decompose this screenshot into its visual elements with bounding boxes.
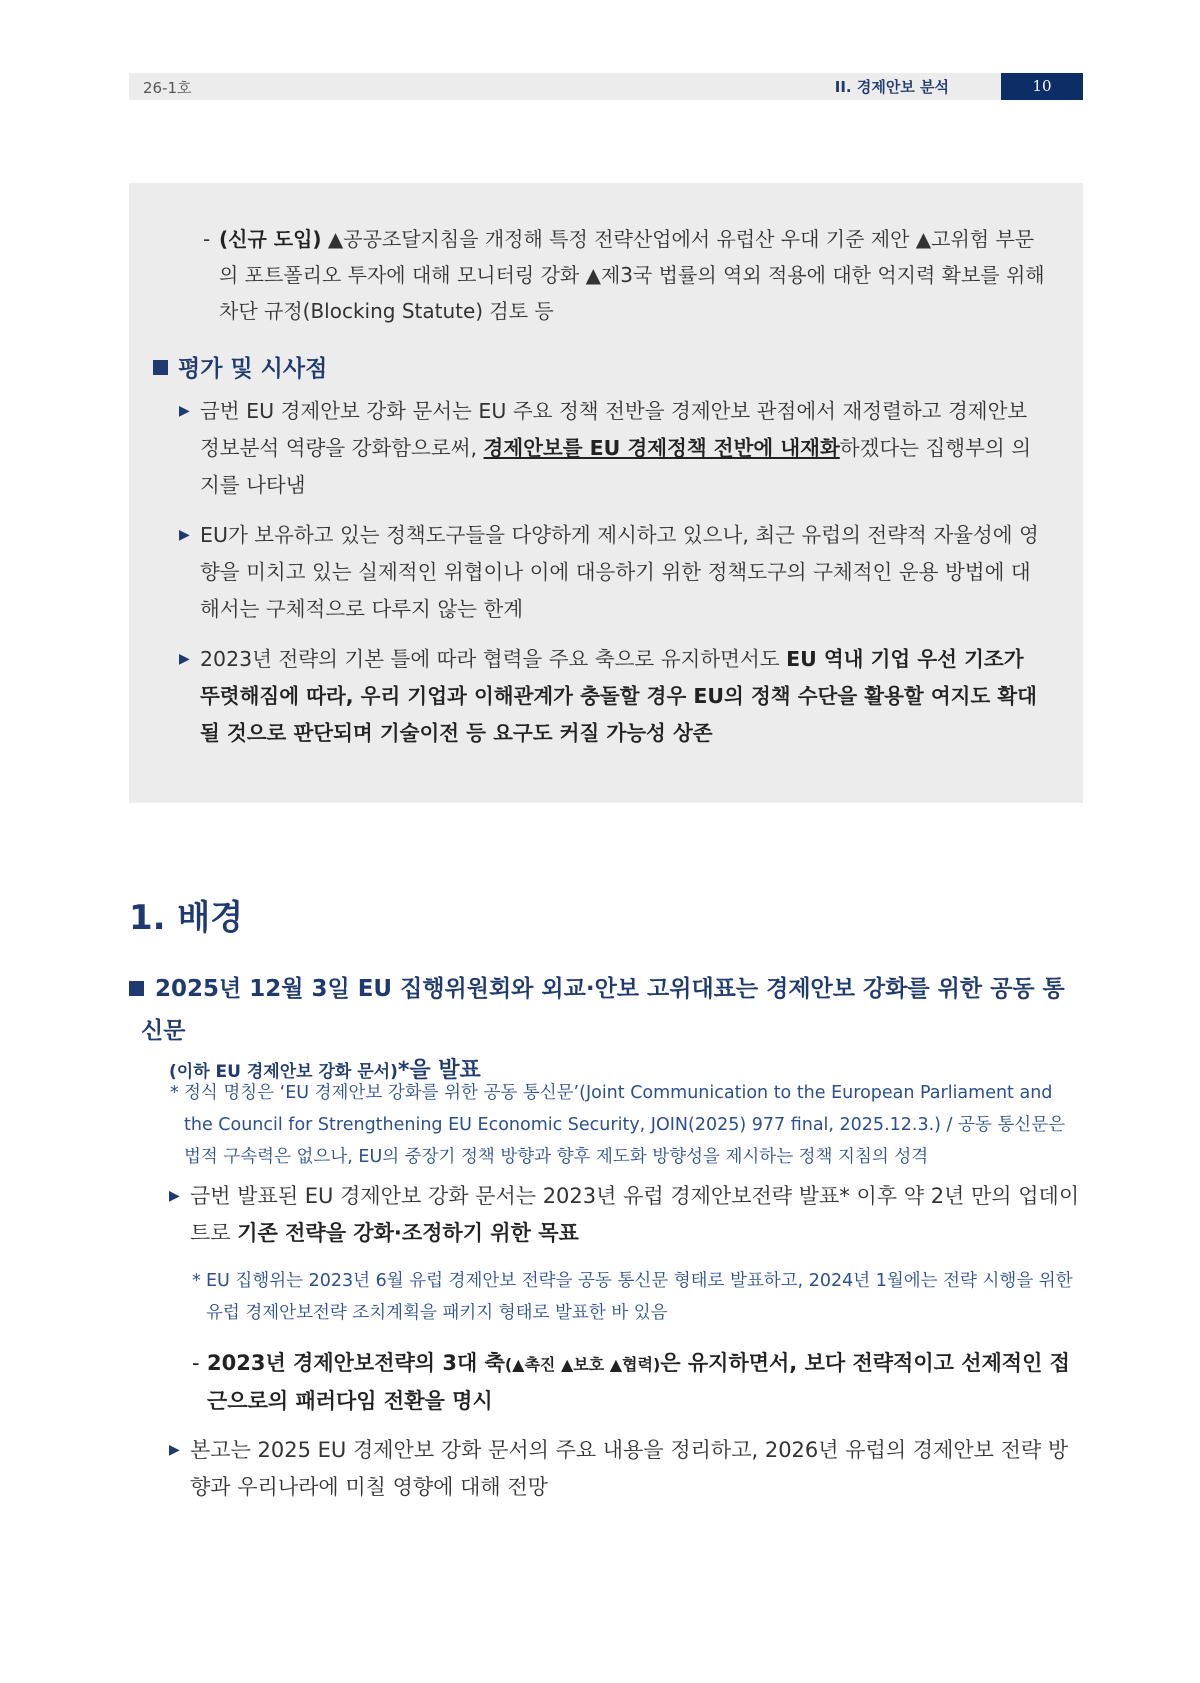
new-intro-item — [203, 221, 1049, 329]
list-item — [179, 517, 1049, 628]
triangle-bullet-icon: ▶ — [179, 403, 190, 419]
page-header — [129, 73, 1083, 100]
dash-item-pre: 2023년 경제안보전략의 3대 축 — [207, 1351, 505, 1375]
dash-item-small: (▲촉진 ▲보호 ▲협력) — [504, 1355, 661, 1374]
footnote-official-name — [170, 1077, 1083, 1173]
list-item — [179, 393, 1049, 504]
dash-marker: - — [203, 227, 211, 251]
triangle-bullet-icon: ▶ — [169, 1442, 180, 1458]
note-star: * — [192, 1271, 201, 1291]
dash-item-pillars — [192, 1345, 1083, 1420]
triangle-bullet-icon: ▶ — [179, 651, 190, 667]
eval-item-1-pre: 금번 EU 경제안보 강화 문서는 EU 주요 정책 전반을 경제안보 관점에서 재정렬하고 경제안보 정보분석 역량을 강화함으로써, — [200, 399, 1028, 460]
eval-heading-text: 평가 및 시사점 — [178, 356, 328, 382]
eval-item-2-text: EU가 보유하고 있는 정책도구들을 다양하게 제시하고 있으나, 최근 유럽의 전략적 자율성에 영향을 미치고 있는 실제적인 위협이나 이에 대응하기 위한 정책도구의 구체적인 운용 방법에 대해서는 구체적으로 다루지 않는 한계 — [200, 523, 1039, 621]
issue-number: 26-1호 — [143, 79, 192, 97]
background-heading-line1 — [141, 968, 1083, 1052]
eval-item-3-pre: 2023년 전략의 기본 틀에 따라 협력을 주요 축으로 유지하면서도 — [200, 647, 787, 671]
new-intro-body: ▲공공조달지침을 개정해 특정 전략산업에서 유럽산 우대 기준 제안 ▲고위험 부문의 포트폴리오 투자에 대해 모니터링 강화 ▲제3국 법률의 역외 적용에 대한 억지력 확보를 위해 차단 규정(Blocking Statute) 검토 등 — [219, 227, 1045, 323]
square-bullet-icon — [129, 981, 144, 996]
list-item — [169, 1432, 1083, 1506]
list-item — [179, 641, 1049, 752]
page-number: 10 — [1001, 73, 1083, 100]
eval-item-1-post: 하겠다는 집행부의 의지를 나타냄 — [200, 436, 1032, 497]
summary-box — [129, 183, 1083, 803]
section-title: II. 경제안보 분석 — [834, 78, 949, 96]
background-item-1 — [169, 1178, 1083, 1265]
eval-item-3-bold: EU 역내 기업 우선 기조가 뚜렷해짐에 따라, 우리 기업과 이해관계가 충돌할 경우 EU의 정책 수단을 활용할 여지도 확대될 것으로 판단되며 기술이전 등 요구도 커질 가능성 상존 — [200, 647, 1037, 745]
dash-item-text — [192, 1345, 1083, 1420]
footnote-strategy — [192, 1265, 1083, 1329]
triangle-bullet-icon: ▶ — [179, 527, 190, 543]
background-heading-abbr: (이하 EU 경제안보 강화 문서) — [169, 1062, 398, 1082]
eval-list — [179, 393, 1049, 765]
new-intro-text — [203, 221, 1049, 329]
section-heading: 1. 배경 — [129, 898, 244, 938]
dash-marker: - — [192, 1351, 200, 1375]
square-bullet-icon — [153, 360, 168, 375]
triangle-bullet-icon: ▶ — [169, 1188, 180, 1204]
eval-heading — [153, 351, 327, 387]
dash-item-post: 은 유지하면서, 보다 전략적이고 선제적인 접근으로의 패러다임 전환을 명시 — [207, 1351, 1070, 1413]
note-star: * — [170, 1083, 179, 1103]
background-item-1-pre: 금번 발표된 EU 경제안보 강화 문서는 2023년 유럽 경제안보전략 발표* 이후 약 2년 만의 업데이트로 — [190, 1184, 1080, 1245]
footnote-text: 정식 명칭은 ‘EU 경제안보 강화를 위한 공동 통신문’(Joint Communication to the European Parliament and the Council for Strengthening EU Economic Security, JOIN(2025) 977 final, 2025.12.3.) / 공동 통신문은 법적 구속력은 없으나, EU의 중장기 정책 방향과 향후 제도화 방향성을 제시하는 정책 지침의 성격 — [184, 1083, 1065, 1167]
list-item — [169, 1178, 1083, 1252]
background-heading-end: *을 발표 — [397, 1058, 481, 1083]
background-heading-text: 2025년 12월 3일 EU 집행위원회와 외교·안보 고위대표는 경제안보 강화를 위한 공동 통신문 — [141, 976, 1065, 1044]
background-heading — [141, 968, 1083, 1091]
eval-item-1-underline: 경제안보를 EU 경제정책 전반에 내재화 — [483, 436, 840, 460]
background-item-2-text: 본고는 2025 EU 경제안보 강화 문서의 주요 내용을 정리하고, 2026년 유럽의 경제안보 전략 방향과 우리나라에 미칠 영향에 대해 전망 — [190, 1438, 1069, 1499]
footnote-text: EU 집행위는 2023년 6월 유럽 경제안보 전략을 공동 통신문 형태로 발표하고, 2024년 1월에는 전략 시행을 위한 유럽 경제안보전략 조치계획을 패키지 형태로 발표한 바 있음 — [206, 1271, 1073, 1323]
background-item-2 — [169, 1432, 1083, 1519]
new-intro-label: (신규 도입) — [219, 227, 322, 251]
background-item-1-bold: 기존 전략을 강화·조정하기 위한 목표 — [237, 1221, 579, 1245]
